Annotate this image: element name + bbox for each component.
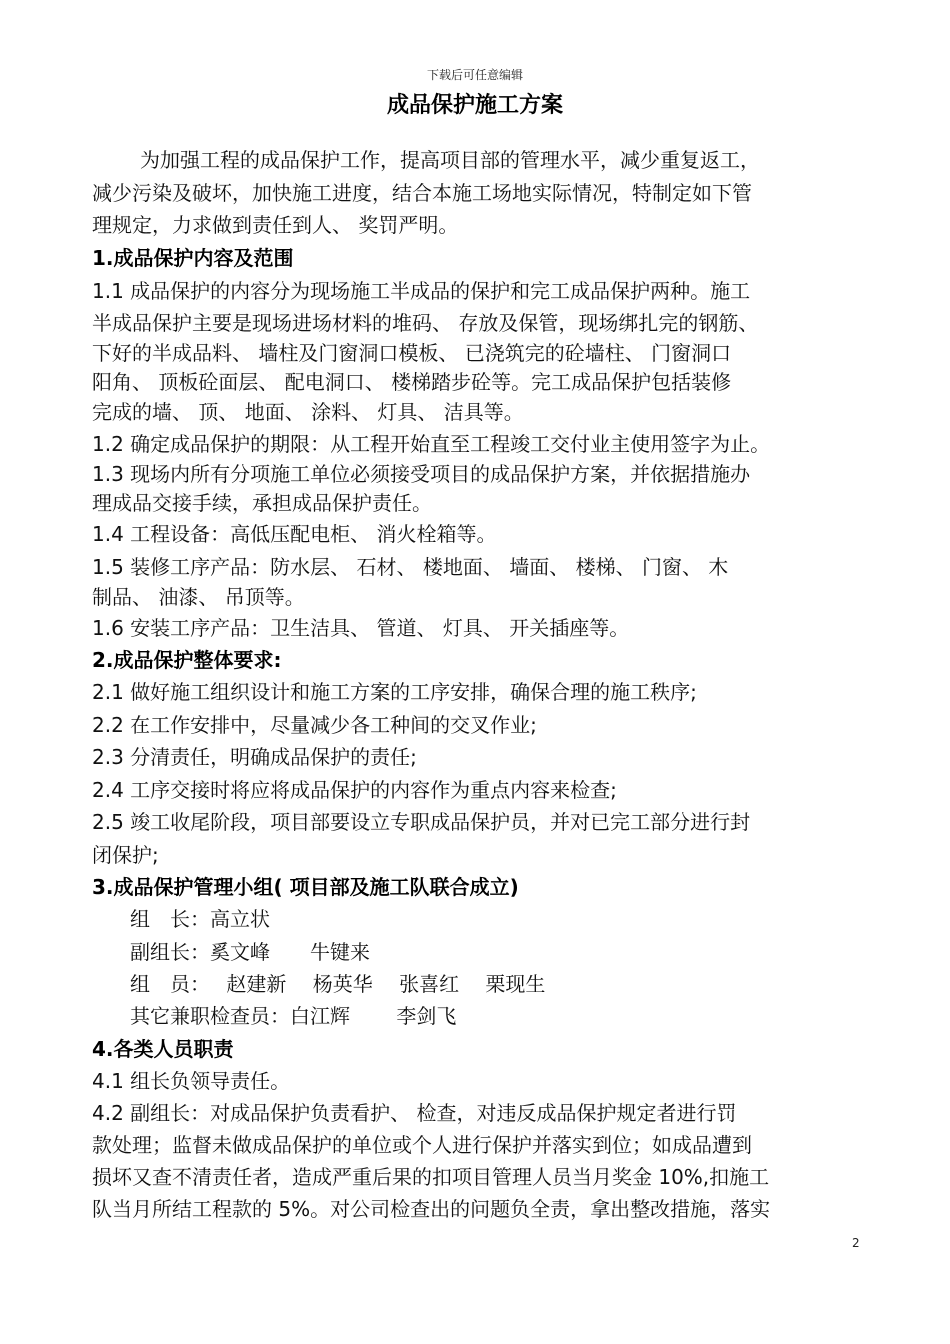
body-line: 损坏又查不清责任者，造成严重后果的扣项目管理人员当月奖金 10%,扣施工 bbox=[92, 1165, 770, 1189]
body-line: 完成的墙、 顶、 地面、 涂料、 灯具、 洁具等。 bbox=[92, 400, 524, 424]
body-line: 款处理；监督未做成品保护的单位或个人进行保护并落实到位；如成品遭到 bbox=[92, 1133, 752, 1157]
body-line: 1.6 安装工序产品：卫生洁具、 管道、 灯具、 开关插座等。 bbox=[92, 616, 630, 640]
body-line: 理成品交接手续，承担成品保护责任。 bbox=[92, 491, 432, 515]
body-line: 2.5 竣工收尾阶段，项目部要设立专职成品保护员，并对已完工部分进行封 bbox=[92, 810, 751, 834]
intro-line: 为加强工程的成品保护工作，提高项目部的管理水平，减少重复返工， bbox=[140, 148, 760, 172]
group-member-line: 组 长：高立状 bbox=[130, 907, 270, 931]
section-heading: 1.成品保护内容及范围 bbox=[92, 246, 294, 270]
page-number: 2 bbox=[852, 1236, 860, 1250]
header-note: 下载后可任意编辑 bbox=[426, 68, 523, 82]
body-line: 2.2 在工作安排中，尽量减少各工种间的交叉作业; bbox=[92, 713, 537, 737]
intro-line: 减少污染及破坏，加快施工进度，结合本施工场地实际情况，特制定如下管 bbox=[92, 181, 752, 205]
group-member-line: 组 员： 赵建新 杨英华 张喜红 栗现生 bbox=[130, 972, 546, 996]
section-heading: 4.各类人员职责 bbox=[92, 1037, 234, 1061]
document-title: 成品保护施工方案 bbox=[386, 93, 563, 118]
body-line: 1.4 工程设备：高低压配电柜、 消火栓箱等。 bbox=[92, 522, 497, 546]
section-heading: 2.成品保护整体要求: bbox=[92, 648, 282, 672]
section-heading: 3.成品保护管理小组( 项目部及施工队联合成立) bbox=[92, 875, 519, 899]
body-line: 阳角、 顶板砼面层、 配电洞口、 楼梯踏步砼等。完工成品保护包括装修 bbox=[92, 370, 732, 394]
body-line: 1.5 装修工序产品：防水层、 石材、 楼地面、 墙面、 楼梯、 门窗、 木 bbox=[92, 555, 729, 579]
body-line: 2.4 工序交接时将应将成品保护的内容作为重点内容来检查; bbox=[92, 778, 617, 802]
group-member-line: 副组长：奚文峰 牛键来 bbox=[130, 940, 370, 964]
body-line: 半成品保护主要是现场进场材料的堆码、 存放及保管，现场绑扎完的钢筋、 bbox=[92, 311, 759, 335]
body-line: 2.3 分清责任，明确成品保护的责任; bbox=[92, 745, 417, 769]
body-line: 1.1 成品保护的内容分为现场施工半成品的保护和完工成品保护两种。施工 bbox=[92, 279, 751, 303]
intro-line: 理规定，力求做到责任到人、 奖罚严明。 bbox=[92, 213, 459, 237]
body-line: 2.1 做好施工组织设计和施工方案的工序安排，确保合理的施工秩序; bbox=[92, 680, 697, 704]
body-line: 1.3 现场内所有分项施工单位必须接受项目的成品保护方案，并依据措施办 bbox=[92, 462, 751, 486]
body-line: 队当月所结工程款的 5%。对公司检查出的问题负全责，拿出整改措施，落实 bbox=[92, 1197, 771, 1221]
body-line: 下好的半成品料、 墙柱及门窗洞口模板、 已浇筑完的砼墙柱、 门窗洞口 bbox=[92, 341, 732, 365]
body-line: 4.2 副组长：对成品保护负责看护、 检查，对违反成品保护规定者进行罚 bbox=[92, 1101, 737, 1125]
body-line: 闭保护; bbox=[92, 843, 159, 867]
body-line: 制品、 油漆、 吊顶等。 bbox=[92, 585, 305, 609]
group-member-line: 其它兼职检查员：白江辉 李剑飞 bbox=[130, 1004, 457, 1028]
body-line: 4.1 组长负领导责任。 bbox=[92, 1069, 291, 1093]
body-line: 1.2 确定成品保护的期限：从工程开始直至工程竣工交付业主使用签字为止。 bbox=[92, 432, 771, 456]
